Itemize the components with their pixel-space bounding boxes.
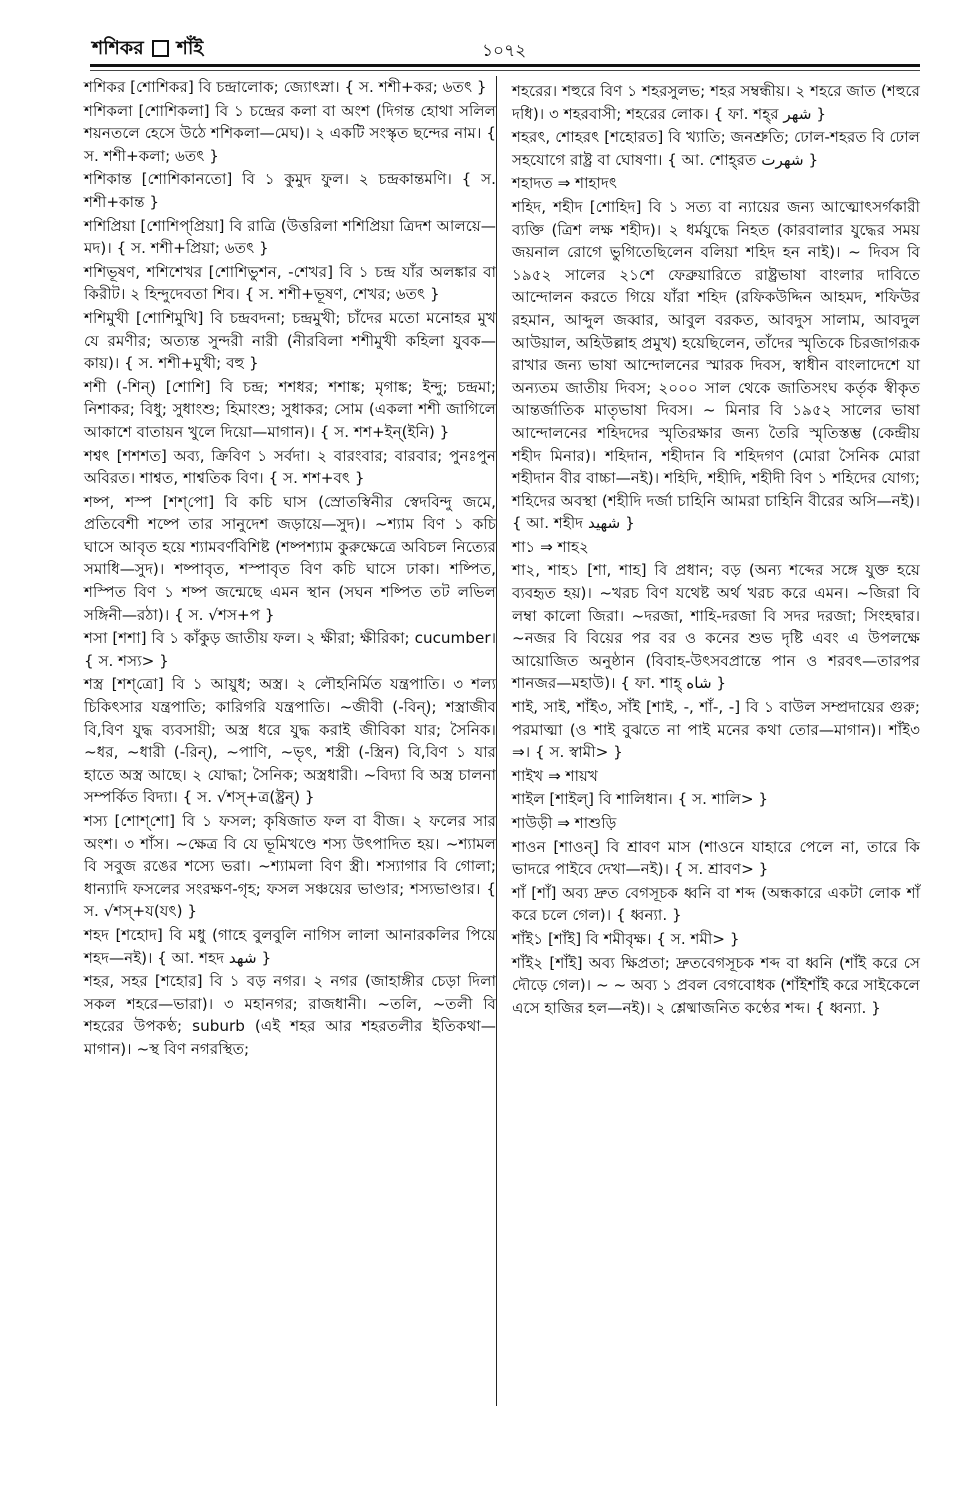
entry: শহর, সহর [শহোর] বি ১ বড় নগর। ২ নগর (জাহাঙ্গীর চেড়া দিলা সকল শহরে—ভারা)। ৩ মহানগর; রাজধানী। ~তলি, ~তলী বি শহরের উপকণ্ঠ; suburb (এই শহর আর শহরতলীর ইতিকথা—মাগান)। ~স্থ বিণ নগরস্থিত; xyxy=(84,972,497,1058)
entry: শষ্প, শস্প [শশ্‌পো] বি কচি ঘাস (স্রোতস্বিনীর স্বেদবিন্দু জমে, প্রতিবেশী শষ্পে তার সানুদেশ জড়ায়ে—সুদ)। ~শ্যাম বিণ ১ কচি ঘাসে আবৃত হয়ে শ্যামবর্ণবিশিষ্ট (শষ্পশ্যাম কুরুক্ষেত্রে অবিচল নিত্যের সমাধি—সুদ)। শষ্পাবৃত, শস্পাবৃত বিণ কচি ঘাসে ঢাকা। শষ্পিত, শস্পিত বিণ ১ শষ্প জন্মেছে এমন স্থান (সঘন শষ্পিত তট লভিল সঙ্গিনী—রঠা)। { স. √শস+প } xyxy=(84,492,496,624)
entry: শহরৎ, শোহরৎ [শহোরত] বি খ্যাতি; জনশ্রুতি; ঢোল-শহরত বি ঢোল সহযোগে রাষ্ট্র বা ঘোষণা। { আ. শোহ্‌রত شهرت } xyxy=(512,128,920,169)
entry: শশী (-শিন্) [শোশি] বি চন্দ্র; শশধর; শশাঙ্ক; মৃগাঙ্ক; ইন্দু; চন্দ্রমা; নিশাকর; বিধু; সুধাংশু; হিমাংশু; সুধাকর; সোম (একলা শশী জাগিলে আকাশে বাতায়ন খুলে দিয়ো—মাগান)। { স. শশ+ইন্(ইনি) } xyxy=(84,377,496,441)
entry: শাইল [শাইল্] বি শালিধান। { স. শালি> } xyxy=(512,790,769,809)
entry: শশিপ্রিয়া [শোশিপ্‌প্রিয়া] বি রাত্রি (উত্তরিলা শশিপ্রিয়া ত্রিদশ আলয়ে—মদ)। { স. শশী+প্রিয়া; ৬তৎ } xyxy=(84,216,496,258)
entry: শশিকর [শোশিকর] বি চন্দ্রালোক; জ্যোৎস্না। { স. শশী+কর; ৬তৎ } xyxy=(84,78,487,96)
entry: শহাদত ⇒ শাহাদৎ xyxy=(512,174,617,193)
entry: শাই, সাই, শাঁই৩, সাঁই [শাই, -, শাঁ-, -] বি ১ বাউল সম্প্রদায়ের গুরু; পরমাত্মা (ও শাই বুঝতে না পাই মনের কথা তোর—মাগান)। শাঁই৩ ⇒। { স. স্বামী> } xyxy=(512,698,920,762)
entry: শশিকলা [শোশিকলা] বি ১ চন্দ্রের কলা বা অংশ (দিগন্ত হোথা সলিল শয়নতলে হেসে উঠে শশিকলা—মেঘ)। ২ একটি সংস্কৃত ছন্দের নাম। { স. শশী+কলা; ৬তৎ } xyxy=(84,101,496,165)
entry: শস্য [শোশ্‌শো] বি ১ ফসল; কৃষিজাত ফল বা বীজ। ২ ফলের সার অংশ। ৩ শাঁস। ~ক্ষেত্র বি যে ভূমিখণ্ডে শস্য উৎপাদিত হয়। ~শ্যামল বি সবুজ রঙের শস্যে ভরা। ~শ্যামলা বিণ স্ত্রী। শস্যাগার বি গোলা; ধান্যাদি ফসলের সংরক্ষণ-গৃহ; ফসল সঞ্চয়ের ভাণ্ডার; শস্যভাণ্ডার। { স. √শস্+য(যৎ) } xyxy=(84,812,496,921)
running-header xyxy=(92,34,203,66)
entry: শশিকান্ত [শোশিকানতো] বি ১ কুমুদ ফুল। ২ চন্দ্রকান্তমণি। { স. শশী+কান্ত } xyxy=(84,170,496,211)
entry: শাউড়ী ⇒ শাশুড়ি xyxy=(512,814,617,832)
entry: শহিদ, শহীদ [শোহিদ] বি ১ সত্য বা ন্যায়ের জন্য আত্মোৎসর্গকারী ব্যক্তি (ত্রিশ লক্ষ শহীদ)। ২ ধর্মযুদ্ধে নিহত (কারবালার যুদ্ধের সময় জয়নাল রোগে ভুগিতেছিলেন বলিয়া শহিদ হন নাই)। ~ দিবস বি ১৯৫২ সালের ২১শে ফেব্রুয়ারিতে রাষ্ট্রভাষা বাংলার দাবিতে আন্দোলন করতে গিয়ে যাঁরা শহিদ (রফিকউদ্দিন আহমদ, শফিউর রহমান, আব্দুল জব্বার, আবুল বরকত, আবদুস সালাম, আবদুল আউয়াল, অহিউল্লাহ প্রমুখ) হয়েছিলেন, তাঁদের স্মৃতিকে চিরজাগরূক রাখার জন্য ভাষা আন্দোলনের স্মারক দিবস, স্বাধীন বাংলাদেশে যা অন্যতম জাতীয় দিবস; ২০০০ সাল থেকে জাতিসংঘ কর্তৃক স্বীকৃত আন্তর্জাতিক মাতৃভাষা দিবস। ~ মিনার বি ১৯৫২ সালের ভাষা আন্দোলনের শহিদদের স্মৃতিরক্ষার জন্য তৈরি স্মৃতিস্তম্ভ (কেন্দ্রীয় শহীদ মিনার)। শহিদান, শহীদান বি শহিদগণ (মোরা সৈনিক মোরা শহীদান বীর বাচ্চা—নই)। শহিদি, শহীদি, শহীদী বিণ ১ শহিদের যোগ্য; শহিদের অবস্থা (শহীদি দর্জা চাহিনি আমরা চাহিনি বীরের অসি—নই)। { আ. শহীদ شهيد } xyxy=(512,197,920,533)
entry: শাঁ [শাঁ] অব্য দ্রুত বেগসূচক ধ্বনি বা শব্দ (অন্ধকারে একটা লোক শাঁ করে চলে গেল)। { ধ্বন্যা. } xyxy=(512,883,920,925)
separator-square-icon xyxy=(152,40,169,57)
entry: শসা [শশা] বি ১ কাঁকুড় জাতীয় ফল। ২ ক্ষীরা; ক্ষীরিকা; cucumber। { স. শস্য> } xyxy=(84,629,496,670)
page-number: ১০৭২ xyxy=(482,41,527,61)
entry: শশিভূষণ, শশিশেখর [শোশিভুশন, -শেখর] বি ১ চন্দ্র যাঁর অলঙ্কার বা কিরীট। ২ হিন্দুদেবতা শিব। { স. শশী+ভূষণ, শেখর; ৬তৎ } xyxy=(84,262,496,304)
right-column xyxy=(512,80,920,1020)
entry: শা১ ⇒ শাহ২ xyxy=(512,537,589,556)
entry: শা২, শাহ১ [শা, শাহ] বি প্রধান; বড় (অন্য শব্দের সঙ্গে যুক্ত হয়ে ব্যবহৃত হয়)। ~খরচ বিণ যথেষ্ট অর্থ খরচ করে এমন। ~জিরা বি লম্বা কালো জিরা। ~দরজা, শাহি-দরজা বি সদর দরজা; সিংহদ্বার। ~নজর বি বিয়ের পর বর ও কনের শুভ দৃষ্টি এবং এ উপলক্ষে আয়োজিত অনুষ্ঠান (বিবাহ-উৎসবপ্রান্তে পান ও শরবৎ—তারপর শানজর—মহাউ)। { ফা. শাহ্‌ شاه } xyxy=(512,561,920,693)
left-column xyxy=(84,76,496,1062)
entry: শাঁই১ [শাঁই] বি শমীবৃক্ষ। { স. শমী> } xyxy=(512,929,740,948)
column-divider xyxy=(496,76,497,1406)
entry: শস্ত্র [শশ্‌ত্রো] বি ১ আয়ুধ; অস্ত্র। ২ লৌহনির্মিত যন্ত্রপাতি। ৩ শল্য চিকিৎসার যন্ত্রপাতি; কারিগরি যন্ত্রপাতি। ~জীবী (-বিন্); শস্ত্রাজীব বি,বিণ যুদ্ধ ব্যবসায়ী; অস্ত্র ধরে যুদ্ধ করাই জীবিকা যার; সৈনিক। ~ধর, ~ধারী (-রিন্), ~পাণি, ~ভৃৎ, শস্ত্রী (-স্ত্রিন) বি,বিণ ১ যার হাতে অস্ত্র আছে। ২ যোদ্ধা; সৈনিক; অস্ত্রধারী। ~বিদ্যা বি অস্ত্র চালনা সম্পর্কিত বিদ্যা। { স. √শস্+ত্র(ষ্ট্রন্) } xyxy=(84,675,496,807)
header-right-word: শাঁই xyxy=(176,37,204,59)
entry: শশিমুখী [শোশিমুখি] বি চন্দ্রবদনা; চন্দ্রমুখী; চাঁদের মতো মনোহর মুখ যে রমণীর; অত্যন্ত সুন্দরী নারী (নীরবিলা শশীমুখী কহিলা যুবক—কায়)। { স. শশী+মুখী; বহু } xyxy=(84,308,496,373)
entry: শাওন [শাওন্] বি শ্রাবণ মাস (শাওনে যাহারে পেলে না, তারে কি ভাদরে পাইবে দেখা—নই)। { স. শ্রাবণ> } xyxy=(512,837,920,879)
entry: শহদ [শহোদ] বি মধু (গাহে বুলবুলি নাগিস লালা আনারকলির পিয়ে শহদ—নই)। { আ. শহদ شهد } xyxy=(84,925,496,967)
header-rule xyxy=(90,64,920,67)
header-rule-thin xyxy=(90,70,920,71)
header-left-word: শশিকর xyxy=(92,37,144,59)
entry: শহরের। শহুরে বিণ ১ শহরসুলভ; শহর সম্বন্ধীয়। ২ শহরে জাত (শহুরে দধি)। ৩ শহরবাসী; শহরের লোক। { ফা. শহ্‌র شهر } xyxy=(512,82,920,123)
entry: শাঁই২ [শাঁই] অব্য ক্ষিপ্রতা; দ্রুতবেগসূচক শব্দ বা ধ্বনি (শাঁই করে সে দৌড়ে গেল)। ~ ~ অব্য ১ প্রবল বেগবোধক (শাঁইশাঁই করে সাইকেলে এসে হাজির হল—নই)। ২ শ্লেষ্মাজনিত কণ্ঠের শব্দ। { ধ্বন্যা. } xyxy=(512,953,920,1017)
entry: শশ্বৎ [শশশত] অব্য, ক্রিবিণ ১ সর্বদা। ২ বারংবার; বারবার; পুনঃপুন অবিরত। শাশ্বত, শাশ্বতিক বিণ। { স. শশ+বৎ } xyxy=(84,446,496,488)
entry: শাইখ ⇒ শায়খ xyxy=(512,766,598,785)
